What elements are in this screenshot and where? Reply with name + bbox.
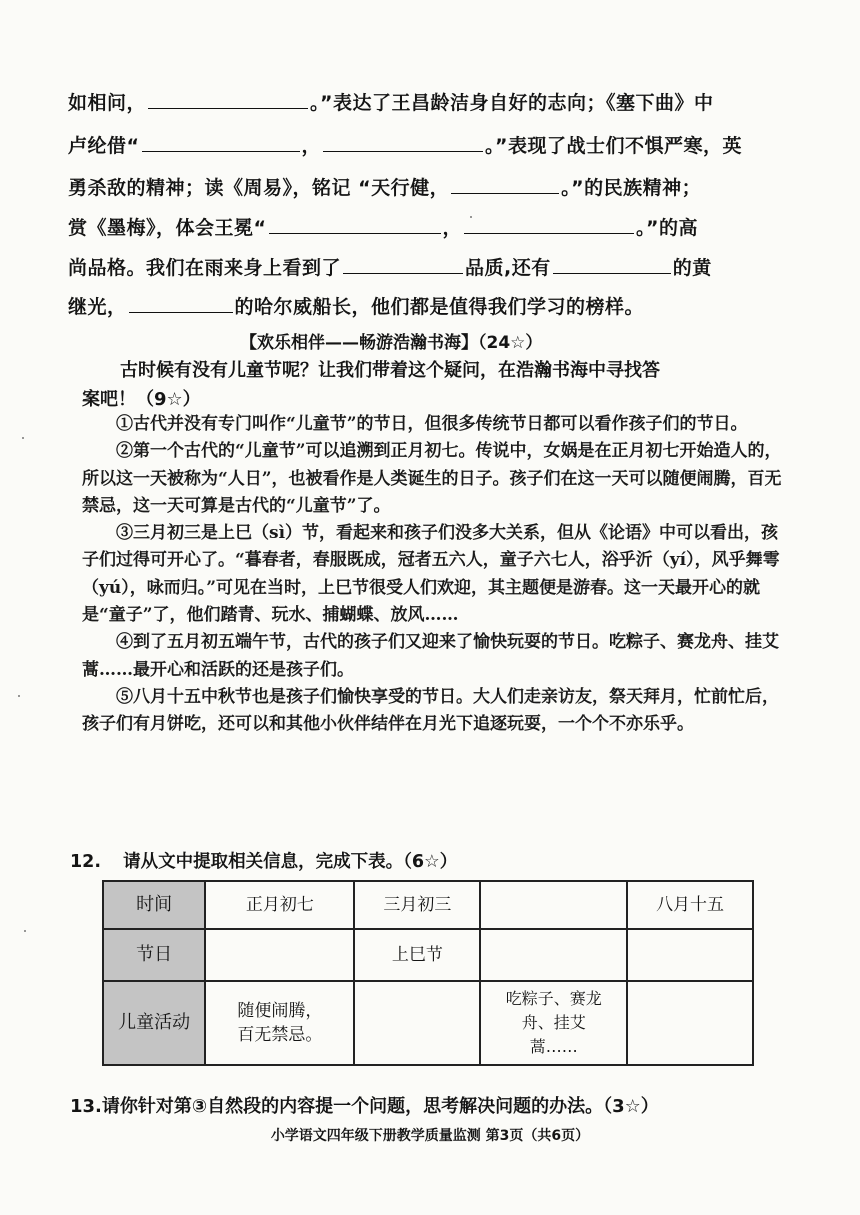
- answer-blank[interactable]: [464, 215, 634, 234]
- text-segment: 。”的高: [636, 217, 699, 239]
- scan-speck: [18, 695, 20, 697]
- table-cell[interactable]: [480, 881, 627, 929]
- question-12: [70, 848, 457, 873]
- answer-blank[interactable]: [129, 294, 233, 313]
- text-segment: 尚品格。我们在雨来身上看到了: [68, 257, 342, 279]
- text-segment: 。”的民族精神；: [561, 177, 702, 199]
- table-cell: 上巳节: [354, 929, 480, 981]
- fill-line-5: [68, 253, 798, 280]
- answer-blank[interactable]: [142, 133, 300, 152]
- answer-blank[interactable]: [148, 90, 308, 109]
- scan-speck: [22, 437, 24, 439]
- fill-line-6: [68, 292, 798, 319]
- text-segment: 。”表达了王昌龄洁身自好的志向；《塞下曲》中: [310, 92, 714, 114]
- header-time: 时间: [103, 881, 205, 929]
- intro-line-2: 案吧！（9☆）: [82, 389, 201, 410]
- text-segment: 赏《墨梅》，体会王冕“: [68, 217, 267, 239]
- table-row: [103, 881, 753, 929]
- text-segment: 的黄: [672, 257, 712, 279]
- answer-blank[interactable]: [269, 215, 441, 234]
- table-cell[interactable]: [627, 929, 753, 981]
- table-cell: 吃粽子、赛龙 舟、挂艾 蒿……: [480, 981, 627, 1065]
- scan-speck: [470, 216, 472, 218]
- answer-blank[interactable]: [553, 255, 671, 274]
- reading-passage: [82, 411, 782, 739]
- table-cell: 随便闹腾， 百无禁忌。: [205, 981, 354, 1065]
- header-activity: 儿童活动: [103, 981, 205, 1065]
- passage-paragraph-4: ④到了五月初五端午节，古代的孩子们又迎来了愉快玩耍的节日。吃粽子、赛龙舟、挂艾蒿……最开心和活跃的还是孩子们。: [82, 632, 779, 680]
- passage-paragraph-3: ③三月初三是上巳（sì）节，看起来和孩子们没多大关系，但从《论语》中可以看出，孩子们过得可开心了。“暮春者，春服既成，冠者五六人，童子六七人，浴乎沂（yí），风乎舞雩（yú），咏而归。”可见在当时，上巳节很受人们欢迎，其主题便是游春。这一天最开心的就是“童子”了，他们踏青、玩水、捕蝴蝶、放风……: [82, 523, 780, 626]
- answer-blank[interactable]: [323, 133, 483, 152]
- table-row: [103, 981, 753, 1065]
- passage-paragraph-5: ⑤八月十五中秋节也是孩子们愉快享受的节日。大人们走亲访友，祭天拜月，忙前忙后，孩子们有月饼吃，还可以和其他小伙伴结伴在月光下追逐玩耍，一个个不亦乐乎。: [82, 686, 779, 735]
- table-cell: 三月初三: [354, 881, 480, 929]
- answer-blank[interactable]: [343, 255, 463, 274]
- header-festival: 节日: [103, 929, 205, 981]
- page-footer: 小学语文四年级下册教学质量监测 第3页（共6页）: [270, 1128, 590, 1144]
- intro-line-1: 古时候有没有儿童节呢？让我们带着这个疑问，在浩瀚书海中寻找答: [120, 360, 660, 381]
- question-13: 13.请你针对第③自然段的内容提一个问题，思考解决问题的办法。（3☆）: [70, 1096, 659, 1117]
- question-text: 请从文中提取相关信息，完成下表。（6☆）: [123, 852, 458, 872]
- text-segment: 如相问，: [68, 92, 147, 114]
- fill-line-1: [68, 88, 798, 115]
- section-title: 【欢乐相伴——畅游浩瀚书海】（24☆）: [240, 333, 543, 353]
- table-cell[interactable]: [205, 929, 354, 981]
- table-cell[interactable]: [354, 981, 480, 1065]
- text-segment: 勇杀敌的精神；读《周易》，铭记 “天行健，: [68, 177, 450, 199]
- passage-paragraph-1: ①古代并没有专门叫作“儿童节”的节日，但很多传统节日都可以看作孩子们的节日。: [116, 414, 748, 434]
- table-cell: 正月初七: [205, 881, 354, 929]
- table-cell: 八月十五: [627, 881, 753, 929]
- text-segment: ，: [301, 135, 322, 157]
- reading-intro: [82, 356, 800, 414]
- text-segment: 的哈尔威船长，他们都是值得我们学习的榜样。: [234, 296, 645, 318]
- fill-line-4: [68, 213, 798, 240]
- answer-blank[interactable]: [451, 175, 559, 194]
- passage-paragraph-2: ②第一个古代的“儿童节”可以追溯到正月初七。传说中，女娲是在正月初七开始造人的，所以这一天被称为“人日”，也被看作是人类诞生的日子。孩子们在这一天可以随便闹腾，百无禁忌，这一天可算是古代的“儿童节”了。: [82, 441, 782, 516]
- table-row: [103, 929, 753, 981]
- text-segment: 卢纶借“: [68, 135, 140, 157]
- text-segment: 继光，: [68, 296, 127, 318]
- table-cell[interactable]: [627, 981, 753, 1065]
- festival-table: [102, 880, 754, 1066]
- text-segment: 。”表现了战士们不惧严寒，英: [485, 135, 743, 157]
- fill-line-2: [68, 131, 798, 158]
- text-segment: 品质,还有: [465, 257, 551, 279]
- text-segment: ，: [442, 217, 463, 239]
- question-number: 12.: [70, 852, 102, 872]
- table-cell[interactable]: [480, 929, 627, 981]
- scan-speck: [24, 930, 26, 932]
- fill-line-3: [68, 173, 798, 200]
